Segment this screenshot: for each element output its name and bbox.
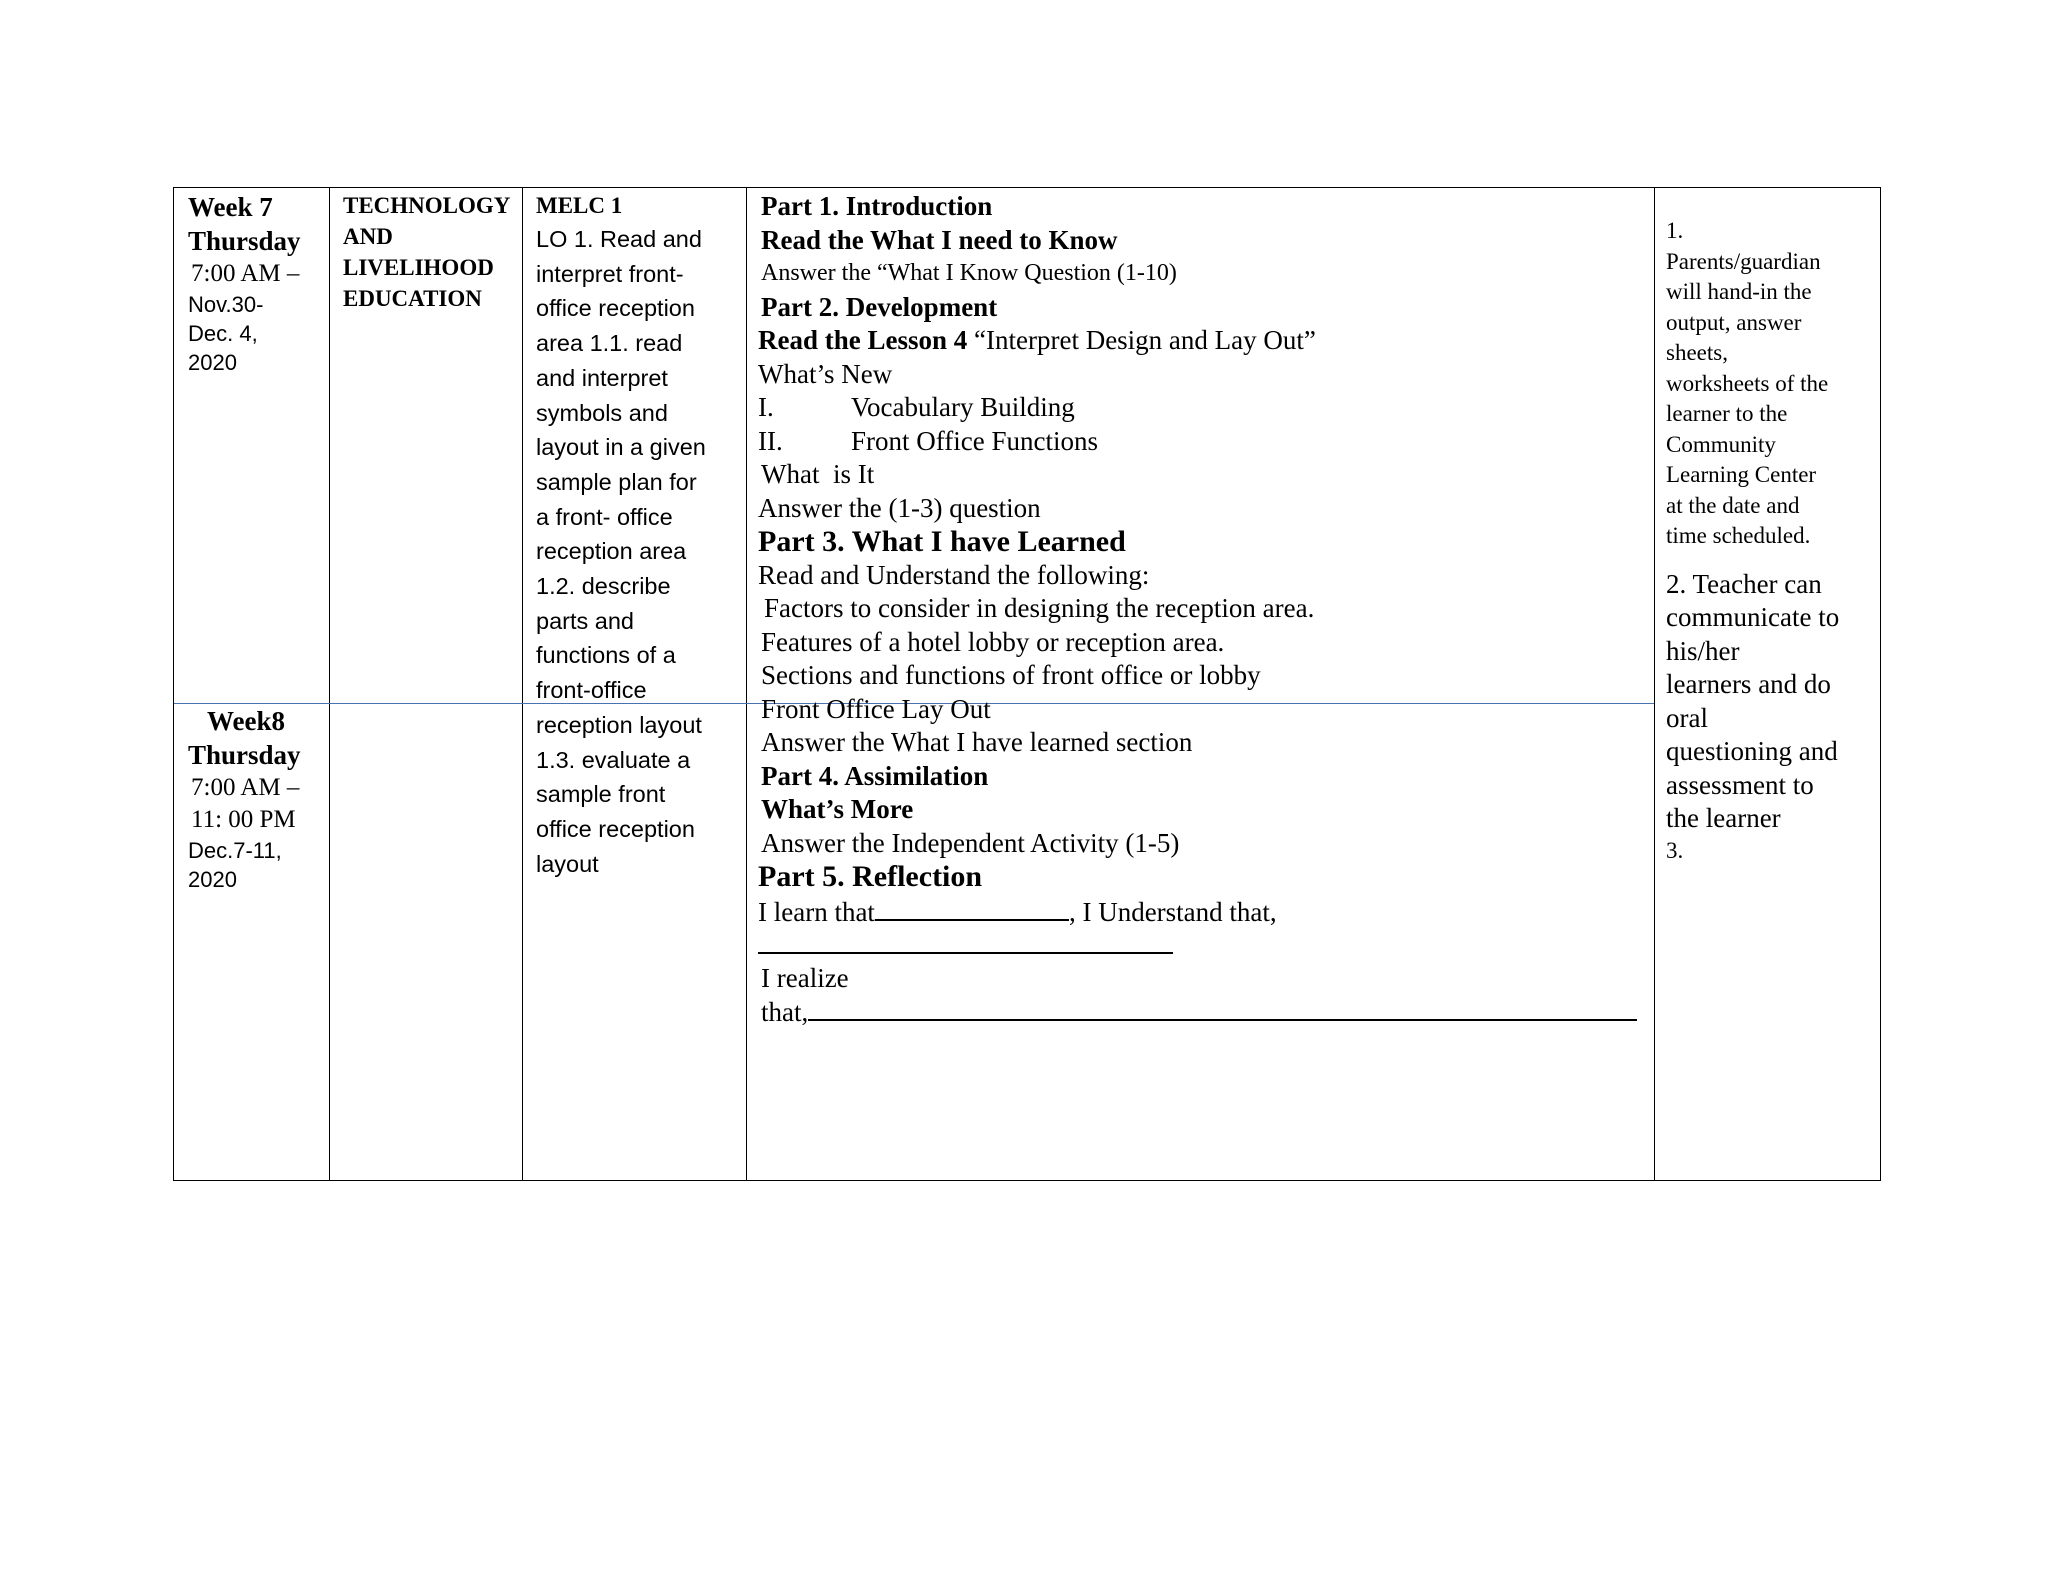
reflection-realize-line: [758, 996, 1648, 1030]
realize: I realize: [761, 963, 849, 993]
week7-block: [188, 190, 338, 377]
reflection-blank-row: [758, 929, 1648, 962]
sections-line: Sections and functions of front office or lobby: [761, 660, 1261, 690]
remark-line: Parents/guardian: [1666, 248, 1821, 274]
competency-line: reception area: [536, 538, 687, 565]
remarks-column: [1654, 188, 1882, 1180]
item2-text: Front Office Functions: [851, 425, 1098, 456]
blank-line: [758, 930, 1173, 954]
blank-line: [875, 897, 1069, 921]
remark-line: learners and do: [1666, 669, 1831, 699]
competency-line: functions of a: [536, 642, 676, 669]
remark-line: output, answer: [1666, 309, 1802, 335]
read-lesson-title: “Interpret Design and Lay Out”: [967, 325, 1316, 355]
remark-line: sheets,: [1666, 340, 1728, 365]
remark-line: questioning and: [1666, 736, 1838, 766]
part4-heading: Part 4. Assimilation: [761, 760, 989, 791]
week8-block: [188, 704, 338, 894]
competency-line: LO 1. Read and: [536, 226, 702, 252]
subject-line: AND: [343, 224, 393, 249]
remark-line: Learning Center: [1666, 462, 1817, 487]
competency-line: office reception: [536, 815, 695, 842]
competency-line: 1.2. describe: [536, 573, 671, 600]
activities-list: [758, 190, 1648, 1029]
activities-column: [746, 188, 1654, 1180]
week8-date-line1: Dec.7-11,: [188, 838, 282, 863]
competency-line: sample front: [536, 781, 666, 808]
subject-line: TECHNOLOGY: [343, 193, 511, 218]
answer-independent: Answer the Independent Activity (1-5): [761, 827, 1180, 858]
read-lesson-line: [758, 324, 1648, 358]
competency-line: reception layout: [536, 711, 702, 738]
read-what-i-need-to-know: Read the What I need to Know: [761, 224, 1118, 255]
week8-title: Week8: [207, 706, 285, 736]
competency-line: layout: [536, 850, 599, 877]
part3-heading: Part 3. What I have Learned: [758, 525, 1126, 558]
week7-time: 7:00 AM –: [191, 260, 300, 287]
remark-line: oral: [1666, 702, 1708, 733]
blank-line: [808, 997, 1637, 1021]
competency-column: [522, 188, 746, 1180]
melc-heading: MELC 1: [536, 193, 623, 218]
competency-line: parts and: [536, 607, 634, 634]
remark-line: worksheets of the: [1666, 370, 1829, 396]
competency-line: front-office: [536, 677, 647, 704]
remark1-number: 1.: [1666, 218, 1684, 243]
competency-line: area 1.1. read: [536, 330, 683, 357]
list-item: [758, 425, 1648, 459]
subject-name: [343, 190, 518, 314]
remark3-number: 3.: [1666, 837, 1684, 863]
competency-line: office reception: [536, 295, 695, 322]
whats-more: What’s More: [761, 794, 914, 824]
item2-number: II.: [758, 425, 783, 456]
remark-line: at the date and: [1666, 492, 1800, 518]
reflection-learn-line: [758, 896, 1648, 930]
item1-number: I.: [758, 392, 774, 422]
week8-date-line2: 2020: [188, 867, 237, 892]
answer-learned: Answer the What I have learned section: [761, 727, 1193, 757]
layout-line: Front Office Lay Out: [761, 693, 991, 724]
week8-day: Thursday: [188, 740, 301, 770]
item1-text: Vocabulary Building: [851, 392, 1075, 422]
read-understand: Read and Understand the following:: [758, 559, 1150, 590]
remark-line: time scheduled.: [1666, 523, 1811, 548]
competency-line: layout in a given: [536, 434, 706, 461]
whats-new: What’s New: [758, 358, 893, 389]
remarks-text: [1666, 216, 1876, 866]
factors-line: Factors to consider in designing the reception area.: [764, 593, 1315, 623]
week7-title: Week 7: [188, 192, 273, 222]
competency-line: 1.3. evaluate a: [536, 746, 691, 773]
list-item: [758, 391, 1648, 425]
remark-line: the learner: [1666, 803, 1781, 833]
learn-that: I learn that: [758, 896, 875, 927]
what-is-it: What is It: [761, 459, 875, 489]
week7-date-line3: 2020: [188, 350, 237, 375]
schedule-column: [174, 188, 329, 1180]
week8-time-line2: 11: 00 PM: [191, 806, 296, 833]
read-lesson-bold: Read the Lesson 4: [758, 325, 968, 355]
competency-line: sample plan for: [536, 468, 697, 495]
week7-date-line2: Dec. 4,: [188, 321, 258, 346]
remark-line: will hand-in the: [1666, 279, 1812, 304]
remark-line: communicate to: [1666, 602, 1840, 632]
week7-day: Thursday: [188, 226, 301, 256]
remark-spacer: [1666, 552, 1876, 568]
subject-line: LIVELIHOOD: [343, 255, 494, 280]
features-line: Features of a hotel lobby or reception area.: [761, 626, 1225, 657]
competency-line: a front- office: [536, 503, 673, 530]
lesson-plan-table: [173, 187, 1881, 1181]
answer-question: Answer the (1-3) question: [758, 492, 1041, 523]
answer-what-i-know: Answer the “What I Know Question (1-10): [761, 260, 1177, 286]
competency-line: interpret front-: [536, 260, 684, 287]
subject-line: EDUCATION: [343, 286, 482, 311]
remark-line: learner to the: [1666, 401, 1788, 426]
subject-column: [329, 188, 522, 1180]
competency-line: symbols and: [536, 399, 668, 426]
competency-text: [536, 222, 746, 881]
part1-heading: Part 1. Introduction: [761, 191, 993, 221]
remark-line: Community: [1666, 431, 1776, 457]
part5-heading: Part 5. Reflection: [758, 860, 983, 893]
remark-line: 2. Teacher can: [1666, 568, 1822, 599]
understand-that: , I Understand that,: [1068, 896, 1277, 927]
remark-line: assessment to: [1666, 769, 1814, 800]
competency-line: and interpret: [536, 364, 668, 391]
remark-line: his/her: [1666, 635, 1740, 666]
week7-date-line1: Nov.30-: [188, 292, 264, 317]
realize-that: that,: [761, 996, 809, 1027]
part2-heading: Part 2. Development: [761, 291, 998, 322]
week8-time-line1: 7:00 AM –: [191, 774, 300, 801]
